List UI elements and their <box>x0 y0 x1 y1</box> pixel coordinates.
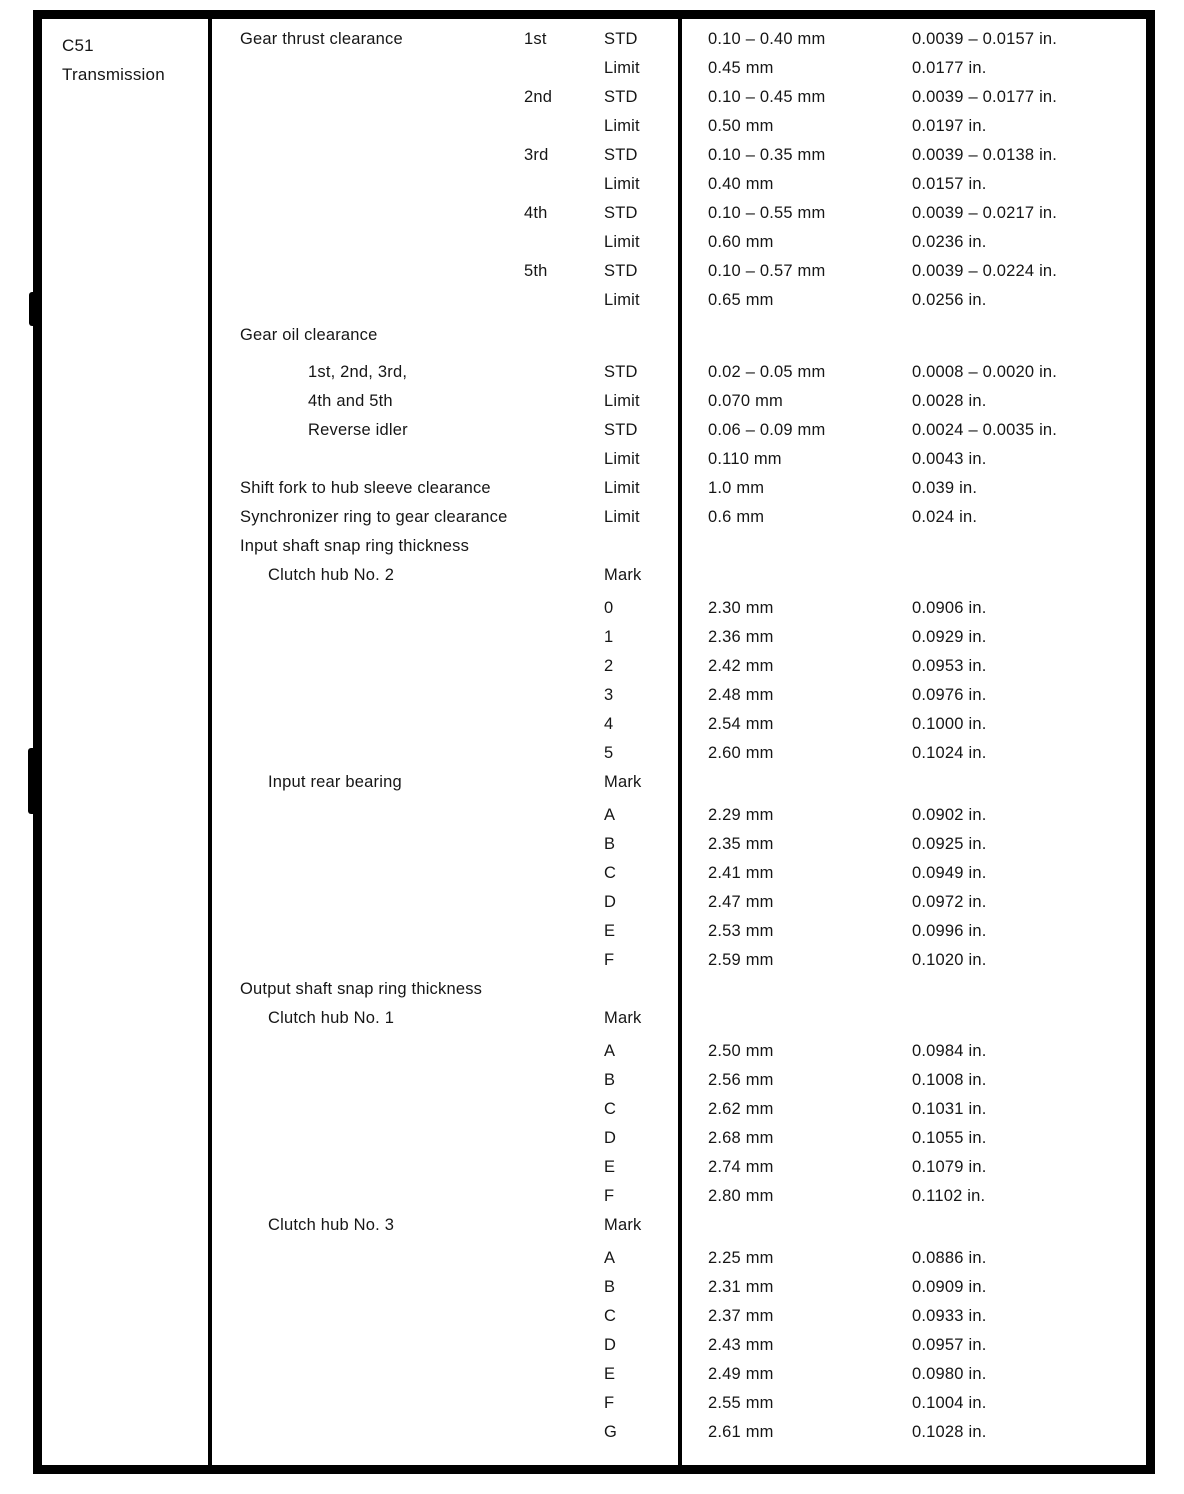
table-row <box>212 1273 1144 1302</box>
condition: 3 <box>604 686 614 704</box>
imperial-value: 0.0039 – 0.0177 in. <box>912 88 1058 106</box>
metric-value: 2.29 mm <box>708 806 774 824</box>
condition: D <box>604 1129 617 1147</box>
imperial-value: 0.0039 – 0.0157 in. <box>912 30 1058 48</box>
imperial-value: 0.0933 in. <box>912 1307 987 1325</box>
condition: Limit <box>604 117 640 135</box>
table-row <box>212 681 1144 710</box>
metric-value: 2.74 mm <box>708 1158 774 1176</box>
table-row <box>212 112 1144 141</box>
section-label <box>62 31 165 89</box>
table-row <box>212 416 1144 445</box>
metric-value: 2.43 mm <box>708 1336 774 1354</box>
metric-value: 0.40 mm <box>708 175 774 193</box>
metric-value: 2.54 mm <box>708 715 774 733</box>
imperial-value: 0.0256 in. <box>912 291 987 309</box>
table-row <box>212 652 1144 681</box>
table-row <box>212 445 1144 474</box>
metric-value: 0.110 mm <box>708 450 782 468</box>
imperial-value: 0.0177 in. <box>912 59 987 77</box>
imperial-value: 0.1000 in. <box>912 715 987 733</box>
table-row <box>212 228 1144 257</box>
spec-item: Gear oil clearance <box>240 326 378 344</box>
metric-value: 2.47 mm <box>708 893 774 911</box>
imperial-value: 0.1024 in. <box>912 744 987 762</box>
condition: Limit <box>604 392 640 410</box>
table-row <box>212 594 1144 623</box>
imperial-value: 0.1031 in. <box>912 1100 987 1118</box>
metric-value: 2.68 mm <box>708 1129 774 1147</box>
spec-item: 4th and 5th <box>308 392 393 410</box>
table-row <box>212 532 1144 561</box>
spec-item: Input rear bearing <box>268 773 402 791</box>
table-row <box>212 946 1144 975</box>
model-type: Transmission <box>62 65 165 84</box>
condition: E <box>604 922 616 940</box>
condition: E <box>604 1365 616 1383</box>
table-row <box>212 257 1144 286</box>
spec-item: Input shaft snap ring thickness <box>240 537 470 555</box>
metric-value: 2.80 mm <box>708 1187 774 1205</box>
imperial-value: 0.039 in. <box>912 479 978 497</box>
table-row <box>212 1389 1144 1418</box>
imperial-value: 0.0043 in. <box>912 450 987 468</box>
metric-value: 0.02 – 0.05 mm <box>708 363 826 381</box>
condition: 2 <box>604 657 614 675</box>
table-row <box>212 170 1144 199</box>
condition: STD <box>604 146 638 164</box>
gear-position: 3rd <box>524 146 549 164</box>
metric-value: 2.49 mm <box>708 1365 774 1383</box>
spec-item: Gear thrust clearance <box>240 30 403 48</box>
metric-value: 2.60 mm <box>708 744 774 762</box>
condition: 4 <box>604 715 614 733</box>
condition: Mark <box>604 566 642 584</box>
metric-value: 2.25 mm <box>708 1249 774 1267</box>
metric-value: 0.10 – 0.40 mm <box>708 30 826 48</box>
gear-position: 5th <box>524 262 548 280</box>
metric-value: 2.55 mm <box>708 1394 774 1412</box>
spec-item: Synchronizer ring to gear clearance <box>240 508 508 526</box>
metric-value: 2.37 mm <box>708 1307 774 1325</box>
condition: G <box>604 1423 618 1441</box>
table-row <box>212 888 1144 917</box>
imperial-value: 0.0028 in. <box>912 392 987 410</box>
metric-value: 2.61 mm <box>708 1423 774 1441</box>
imperial-value: 0.0925 in. <box>912 835 987 853</box>
imperial-value: 0.0953 in. <box>912 657 987 675</box>
imperial-value: 0.0996 in. <box>912 922 987 940</box>
table-row <box>212 25 1144 54</box>
condition: Limit <box>604 233 640 251</box>
imperial-value: 0.0984 in. <box>912 1042 987 1060</box>
metric-value: 0.10 – 0.57 mm <box>708 262 826 280</box>
metric-value: 1.0 mm <box>708 479 765 497</box>
table-row <box>212 801 1144 830</box>
metric-value: 0.50 mm <box>708 117 774 135</box>
table-row <box>212 1004 1144 1033</box>
imperial-value: 0.0972 in. <box>912 893 987 911</box>
condition: C <box>604 1307 617 1325</box>
table-row <box>212 503 1144 532</box>
metric-value: 0.45 mm <box>708 59 774 77</box>
imperial-value: 0.0886 in. <box>912 1249 987 1267</box>
table-row <box>212 1331 1144 1360</box>
metric-value: 2.62 mm <box>708 1100 774 1118</box>
table-row <box>212 54 1144 83</box>
table-row <box>212 141 1144 170</box>
imperial-value: 0.0039 – 0.0224 in. <box>912 262 1058 280</box>
imperial-value: 0.0236 in. <box>912 233 987 251</box>
table-row <box>212 1095 1144 1124</box>
imperial-value: 0.1008 in. <box>912 1071 987 1089</box>
table-row <box>212 286 1144 315</box>
metric-value: 0.10 – 0.35 mm <box>708 146 826 164</box>
condition: STD <box>604 262 638 280</box>
condition: 1 <box>604 628 614 646</box>
table-row <box>212 859 1144 888</box>
metric-value: 0.06 – 0.09 mm <box>708 421 826 439</box>
imperial-value: 0.0949 in. <box>912 864 987 882</box>
metric-value: 0.10 – 0.55 mm <box>708 204 826 222</box>
condition: B <box>604 835 616 853</box>
metric-value: 0.60 mm <box>708 233 774 251</box>
condition: F <box>604 951 615 969</box>
table-row <box>212 1037 1144 1066</box>
imperial-value: 0.1079 in. <box>912 1158 987 1176</box>
condition: STD <box>604 30 638 48</box>
table-row <box>212 917 1144 946</box>
table-row <box>212 1418 1144 1447</box>
condition: Mark <box>604 1009 642 1027</box>
spec-item: Output shaft snap ring thickness <box>240 980 483 998</box>
table-row <box>212 321 1144 350</box>
table-row <box>212 358 1144 387</box>
table-row <box>212 1211 1144 1240</box>
imperial-value: 0.0976 in. <box>912 686 987 704</box>
imperial-value: 0.0957 in. <box>912 1336 987 1354</box>
imperial-value: 0.1102 in. <box>912 1187 986 1205</box>
condition: F <box>604 1394 615 1412</box>
metric-value: 0.10 – 0.45 mm <box>708 88 826 106</box>
table-row <box>212 1153 1144 1182</box>
condition: STD <box>604 363 638 381</box>
spec-item: Clutch hub No. 3 <box>268 1216 395 1234</box>
metric-value: 2.53 mm <box>708 922 774 940</box>
imperial-value: 0.1020 in. <box>912 951 987 969</box>
metric-value: 0.65 mm <box>708 291 774 309</box>
imperial-value: 0.024 in. <box>912 508 978 526</box>
spec-item: Clutch hub No. 2 <box>268 566 395 584</box>
metric-value: 2.30 mm <box>708 599 774 617</box>
condition: Mark <box>604 1216 642 1234</box>
model-code: C51 <box>62 36 94 55</box>
metric-value: 2.59 mm <box>708 951 774 969</box>
metric-value: 2.31 mm <box>708 1278 774 1296</box>
condition: STD <box>604 204 638 222</box>
table-row <box>212 561 1144 590</box>
table-row <box>212 1066 1144 1095</box>
imperial-value: 0.0909 in. <box>912 1278 987 1296</box>
condition: Limit <box>604 479 640 497</box>
table-row <box>212 1124 1144 1153</box>
metric-value: 2.50 mm <box>708 1042 774 1060</box>
gear-position: 4th <box>524 204 548 222</box>
condition: Limit <box>604 508 640 526</box>
condition: Mark <box>604 773 642 791</box>
condition: C <box>604 1100 617 1118</box>
metric-value: 2.56 mm <box>708 1071 774 1089</box>
imperial-value: 0.0929 in. <box>912 628 987 646</box>
condition: Limit <box>604 450 640 468</box>
condition: C <box>604 864 617 882</box>
metric-value: 0.6 mm <box>708 508 765 526</box>
table-row <box>212 1244 1144 1273</box>
metric-value: 2.42 mm <box>708 657 774 675</box>
table-row <box>212 83 1144 112</box>
metric-value: 2.36 mm <box>708 628 774 646</box>
imperial-value: 0.0980 in. <box>912 1365 987 1383</box>
condition: A <box>604 806 616 824</box>
table-row <box>212 623 1144 652</box>
condition: A <box>604 1249 616 1267</box>
imperial-value: 0.0902 in. <box>912 806 987 824</box>
table-row <box>212 975 1144 1004</box>
spec-item: Clutch hub No. 1 <box>268 1009 395 1027</box>
spec-table-frame <box>33 10 1155 1474</box>
gear-position: 1st <box>524 30 547 48</box>
condition: Limit <box>604 291 640 309</box>
condition: A <box>604 1042 616 1060</box>
imperial-value: 0.0008 – 0.0020 in. <box>912 363 1058 381</box>
imperial-value: 0.1004 in. <box>912 1394 987 1412</box>
imperial-value: 0.1055 in. <box>912 1129 987 1147</box>
imperial-value: 0.0197 in. <box>912 117 987 135</box>
metric-value: 0.070 mm <box>708 392 783 410</box>
condition: 0 <box>604 599 614 617</box>
condition: D <box>604 893 617 911</box>
imperial-value: 0.0906 in. <box>912 599 987 617</box>
table-row <box>212 474 1144 503</box>
imperial-value: 0.0157 in. <box>912 175 987 193</box>
metric-value: 2.35 mm <box>708 835 774 853</box>
spec-item: Reverse idler <box>308 421 408 439</box>
condition: Limit <box>604 59 640 77</box>
condition: STD <box>604 421 638 439</box>
condition: D <box>604 1336 617 1354</box>
condition: B <box>604 1278 616 1296</box>
table-row <box>212 710 1144 739</box>
table-row <box>212 739 1144 768</box>
imperial-value: 0.0024 – 0.0035 in. <box>912 421 1058 439</box>
condition: B <box>604 1071 616 1089</box>
condition: Limit <box>604 175 640 193</box>
table-row <box>212 1360 1144 1389</box>
imperial-value: 0.1028 in. <box>912 1423 987 1441</box>
table-row <box>212 199 1144 228</box>
table-row <box>212 1302 1144 1331</box>
spec-item: 1st, 2nd, 3rd, <box>308 363 408 381</box>
table-row <box>212 1182 1144 1211</box>
table-row <box>212 830 1144 859</box>
metric-value: 2.41 mm <box>708 864 774 882</box>
spec-rows <box>212 25 1144 1447</box>
condition: E <box>604 1158 616 1176</box>
condition: STD <box>604 88 638 106</box>
gear-position: 2nd <box>524 88 553 106</box>
imperial-value: 0.0039 – 0.0217 in. <box>912 204 1058 222</box>
table-row <box>212 768 1144 797</box>
condition: 5 <box>604 744 614 762</box>
table-row <box>212 387 1144 416</box>
spec-item: Shift fork to hub sleeve clearance <box>240 479 491 497</box>
metric-value: 2.48 mm <box>708 686 774 704</box>
imperial-value: 0.0039 – 0.0138 in. <box>912 146 1058 164</box>
condition: F <box>604 1187 615 1205</box>
